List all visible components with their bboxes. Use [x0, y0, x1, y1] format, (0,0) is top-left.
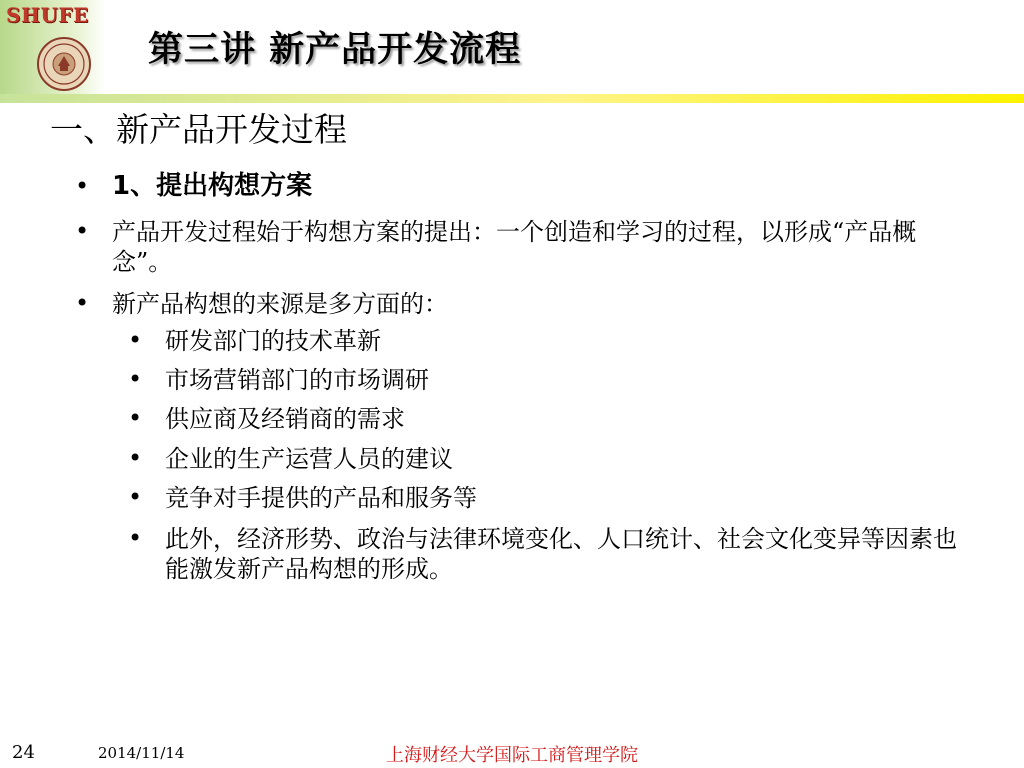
list-item-text: 1、提出构想方案 [112, 171, 313, 201]
footer-date: 2014/11/14 [98, 744, 185, 762]
list-item-text: 研发部门的技术革新 [165, 327, 381, 355]
bullet-icon: • [128, 326, 143, 354]
bullet-icon: • [128, 483, 143, 511]
list-item-text: 市场营销部门的市场调研 [165, 366, 429, 394]
list-item-text: 供应商及经销商的需求 [165, 405, 405, 433]
bullet-icon: • [75, 289, 90, 317]
logo-text: SHUFE [6, 3, 89, 27]
bullet-icon: • [128, 524, 143, 552]
logo-panel [0, 0, 106, 96]
list-item-text: 竞争对手提供的产品和服务等 [165, 484, 477, 512]
list-item-text: 新产品构想的来源是多方面的： [112, 290, 448, 318]
list-item-text: 此外，经济形势、政治与法律环境变化、人口统计、社会文化变异等因素也能激发新产品构想的形成。 [165, 525, 957, 583]
university-seal-icon [36, 36, 92, 92]
header-divider [0, 94, 1024, 103]
list-item-text: 企业的生产运营人员的建议 [165, 445, 453, 473]
list-item-text: 产品开发过程始于构想方案的提出：一个创造和学习的过程，以形成“产品概念”。 [112, 218, 917, 276]
section-title: 一、新产品开发过程 [50, 110, 347, 149]
bullet-icon: • [75, 172, 90, 200]
bullet-icon: • [128, 444, 143, 472]
page-number: 24 [12, 742, 35, 763]
bullet-icon: • [128, 404, 143, 432]
footer-institution: 上海财经大学国际工商管理学院 [386, 745, 638, 766]
bullet-icon: • [75, 217, 90, 245]
page-title: 第三讲 新产品开发流程 [148, 30, 522, 70]
bullet-icon: • [128, 365, 143, 393]
